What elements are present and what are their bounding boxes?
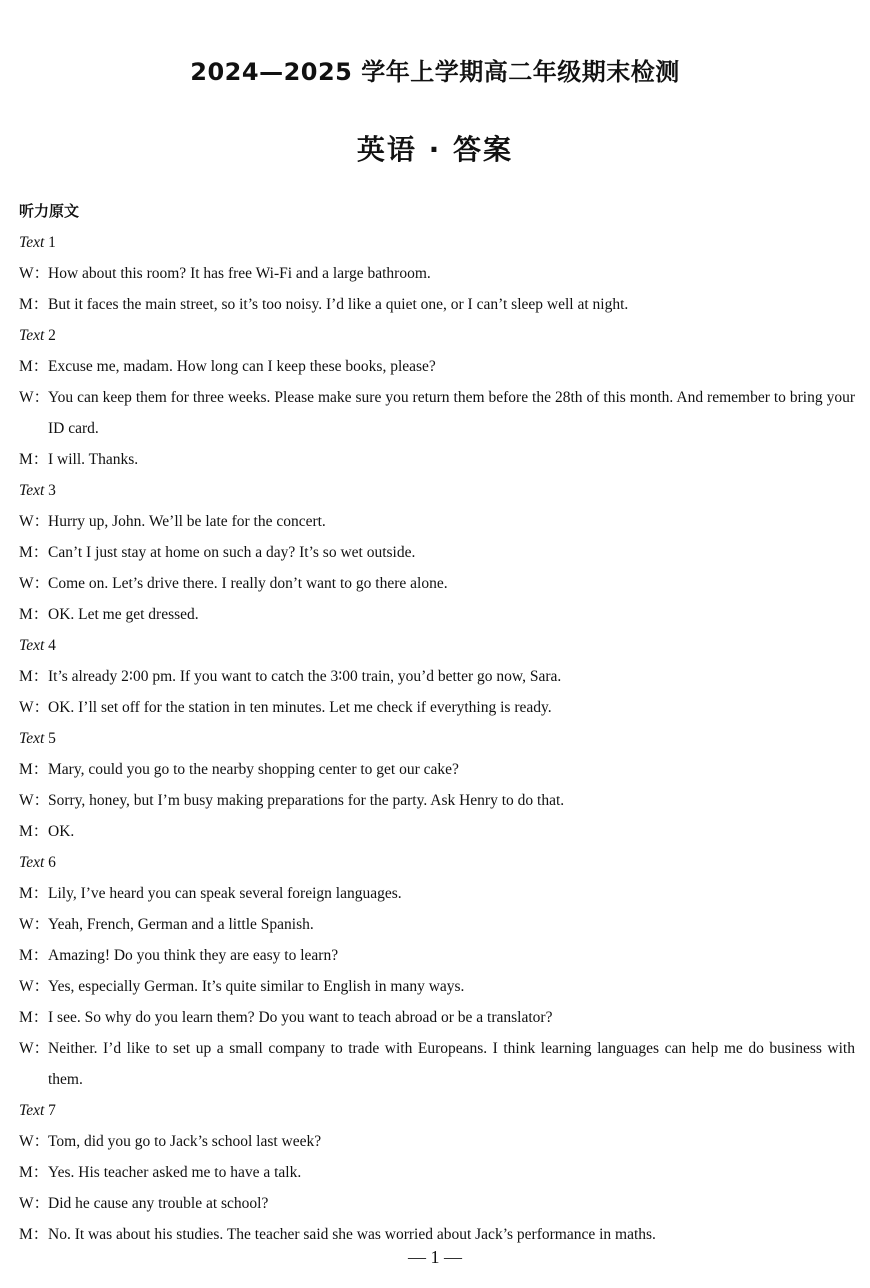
dialogue-line xyxy=(19,909,855,940)
text-label-word: Text xyxy=(19,854,45,871)
text-label-word: Text xyxy=(19,1102,45,1119)
dialogue-line xyxy=(19,382,855,444)
speaker-label: W： xyxy=(19,699,50,716)
speaker-label: W： xyxy=(19,1195,50,1212)
utterance-text: OK. Let me get dressed. xyxy=(48,606,199,623)
utterance-text: Excuse me, madam. How long can I keep these books, please? xyxy=(48,358,436,375)
text-label-word: Text xyxy=(19,234,45,251)
utterance-text: No. It was about his studies. The teacher said she was worried about Jack’s performance in maths. xyxy=(48,1226,656,1243)
text-label xyxy=(19,320,855,351)
text-label-word: Text xyxy=(19,730,45,747)
dialogue-line xyxy=(19,1188,855,1219)
speaker-label: W： xyxy=(19,978,50,995)
page-subtitle: 英语 · 答案 xyxy=(356,133,514,166)
utterance-text: OK. xyxy=(48,823,75,840)
utterance-text: Mary, could you go to the nearby shopping center to get our cake? xyxy=(48,761,459,778)
dialogue-line xyxy=(19,1157,855,1188)
speaker-label: M： xyxy=(19,761,49,778)
utterance-text: You can keep them for three weeks. Please make sure you return them before the 28th of this month. And remember to bring your ID card. xyxy=(48,389,855,437)
text-label-word: Text xyxy=(19,637,45,654)
speaker-label: M： xyxy=(19,947,49,964)
utterance-text: It’s already 2∶00 pm. If you want to catch the 3∶00 train, you’d better go now, Sara. xyxy=(48,668,562,685)
dialogue-line xyxy=(19,568,855,599)
text-label xyxy=(19,630,855,661)
utterance-text: Amazing! Do you think they are easy to learn? xyxy=(48,947,339,964)
text-label-number: 2 xyxy=(48,327,56,344)
speaker-label: M： xyxy=(19,668,49,685)
utterance-text: Can’t I just stay at home on such a day? It’s so wet outside. xyxy=(48,544,416,561)
transcript-texts xyxy=(19,227,855,1250)
dialogue-line xyxy=(19,599,855,630)
text-label-number: 4 xyxy=(48,637,56,654)
text-label xyxy=(19,475,855,506)
speaker-label: M： xyxy=(19,1226,49,1243)
dialogue-line xyxy=(19,971,855,1002)
utterance-text: But it faces the main street, so it’s too noisy. I’d like a quiet one, or I can’t sleep well at night. xyxy=(48,296,629,313)
dialogue-line xyxy=(19,1033,855,1095)
dialogue-line xyxy=(19,1002,855,1033)
dialogue-line xyxy=(19,754,855,785)
speaker-label: W： xyxy=(19,389,50,406)
text-label-number: 3 xyxy=(48,482,56,499)
utterance-text: Tom, did you go to Jack’s school last week? xyxy=(48,1133,322,1150)
text-label xyxy=(19,227,855,258)
text-label-number: 7 xyxy=(48,1102,56,1119)
transcript-content xyxy=(19,196,855,1250)
utterance-text: Did he cause any trouble at school? xyxy=(48,1195,269,1212)
text-label-word: Text xyxy=(19,482,45,499)
dialogue-line xyxy=(19,537,855,568)
utterance-text: Yeah, French, German and a little Spanish. xyxy=(48,916,314,933)
speaker-label: W： xyxy=(19,575,50,592)
dialogue-line xyxy=(19,785,855,816)
text-label-number: 1 xyxy=(48,234,56,251)
dialogue-line xyxy=(19,661,855,692)
speaker-label: M： xyxy=(19,296,49,313)
speaker-label: W： xyxy=(19,513,50,530)
section-heading: 听力原文 xyxy=(19,202,80,220)
speaker-label: W： xyxy=(19,916,50,933)
utterance-text: I see. So why do you learn them? Do you want to teach abroad or be a translator? xyxy=(48,1009,553,1026)
dialogue-line xyxy=(19,692,855,723)
utterance-text: I will. Thanks. xyxy=(48,451,139,468)
speaker-label: M： xyxy=(19,544,49,561)
utterance-text: Yes. His teacher asked me to have a talk. xyxy=(48,1164,302,1181)
speaker-label: W： xyxy=(19,265,50,282)
utterance-text: Come on. Let’s drive there. I really don’t want to go there alone. xyxy=(48,575,448,592)
utterance-text: Neither. I’d like to set up a small company to trade with Europeans. I think learning languages can help me do business with them. xyxy=(48,1040,855,1088)
dialogue-line xyxy=(19,878,855,909)
utterance-text: Lily, I’ve heard you can speak several foreign languages. xyxy=(48,885,402,902)
dialogue-line xyxy=(19,1219,855,1250)
utterance-text: How about this room? It has free Wi-Fi and a large bathroom. xyxy=(48,265,431,282)
speaker-label: W： xyxy=(19,1040,50,1057)
speaker-label: W： xyxy=(19,792,50,809)
speaker-label: M： xyxy=(19,1164,49,1181)
page-number: — 1 — xyxy=(408,1247,462,1267)
dialogue-line xyxy=(19,506,855,537)
dialogue-line xyxy=(19,444,855,475)
dialogue-line xyxy=(19,940,855,971)
text-label-number: 6 xyxy=(48,854,56,871)
speaker-label: M： xyxy=(19,606,49,623)
speaker-label: M： xyxy=(19,451,49,468)
speaker-label: M： xyxy=(19,823,49,840)
utterance-text: OK. I’ll set off for the station in ten minutes. Let me check if everything is ready. xyxy=(48,699,552,716)
utterance-text: Yes, especially German. It’s quite similar to English in many ways. xyxy=(48,978,465,995)
speaker-label: M： xyxy=(19,1009,49,1026)
speaker-label: M： xyxy=(19,885,49,902)
utterance-text: Sorry, honey, but I’m busy making preparations for the party. Ask Henry to do that. xyxy=(48,792,565,809)
speaker-label: W： xyxy=(19,1133,50,1150)
dialogue-line xyxy=(19,351,855,382)
dialogue-line xyxy=(19,816,855,847)
text-label-number: 5 xyxy=(48,730,56,747)
text-label-word: Text xyxy=(19,327,45,344)
text-label xyxy=(19,723,855,754)
dialogue-line xyxy=(19,1126,855,1157)
page-title: 2024—2025 学年上学期高二年级期末检测 xyxy=(190,58,680,86)
utterance-text: Hurry up, John. We’ll be late for the concert. xyxy=(48,513,326,530)
speaker-label: M： xyxy=(19,358,49,375)
text-label xyxy=(19,1095,855,1126)
text-label xyxy=(19,847,855,878)
dialogue-line xyxy=(19,258,855,289)
dialogue-line xyxy=(19,289,855,320)
